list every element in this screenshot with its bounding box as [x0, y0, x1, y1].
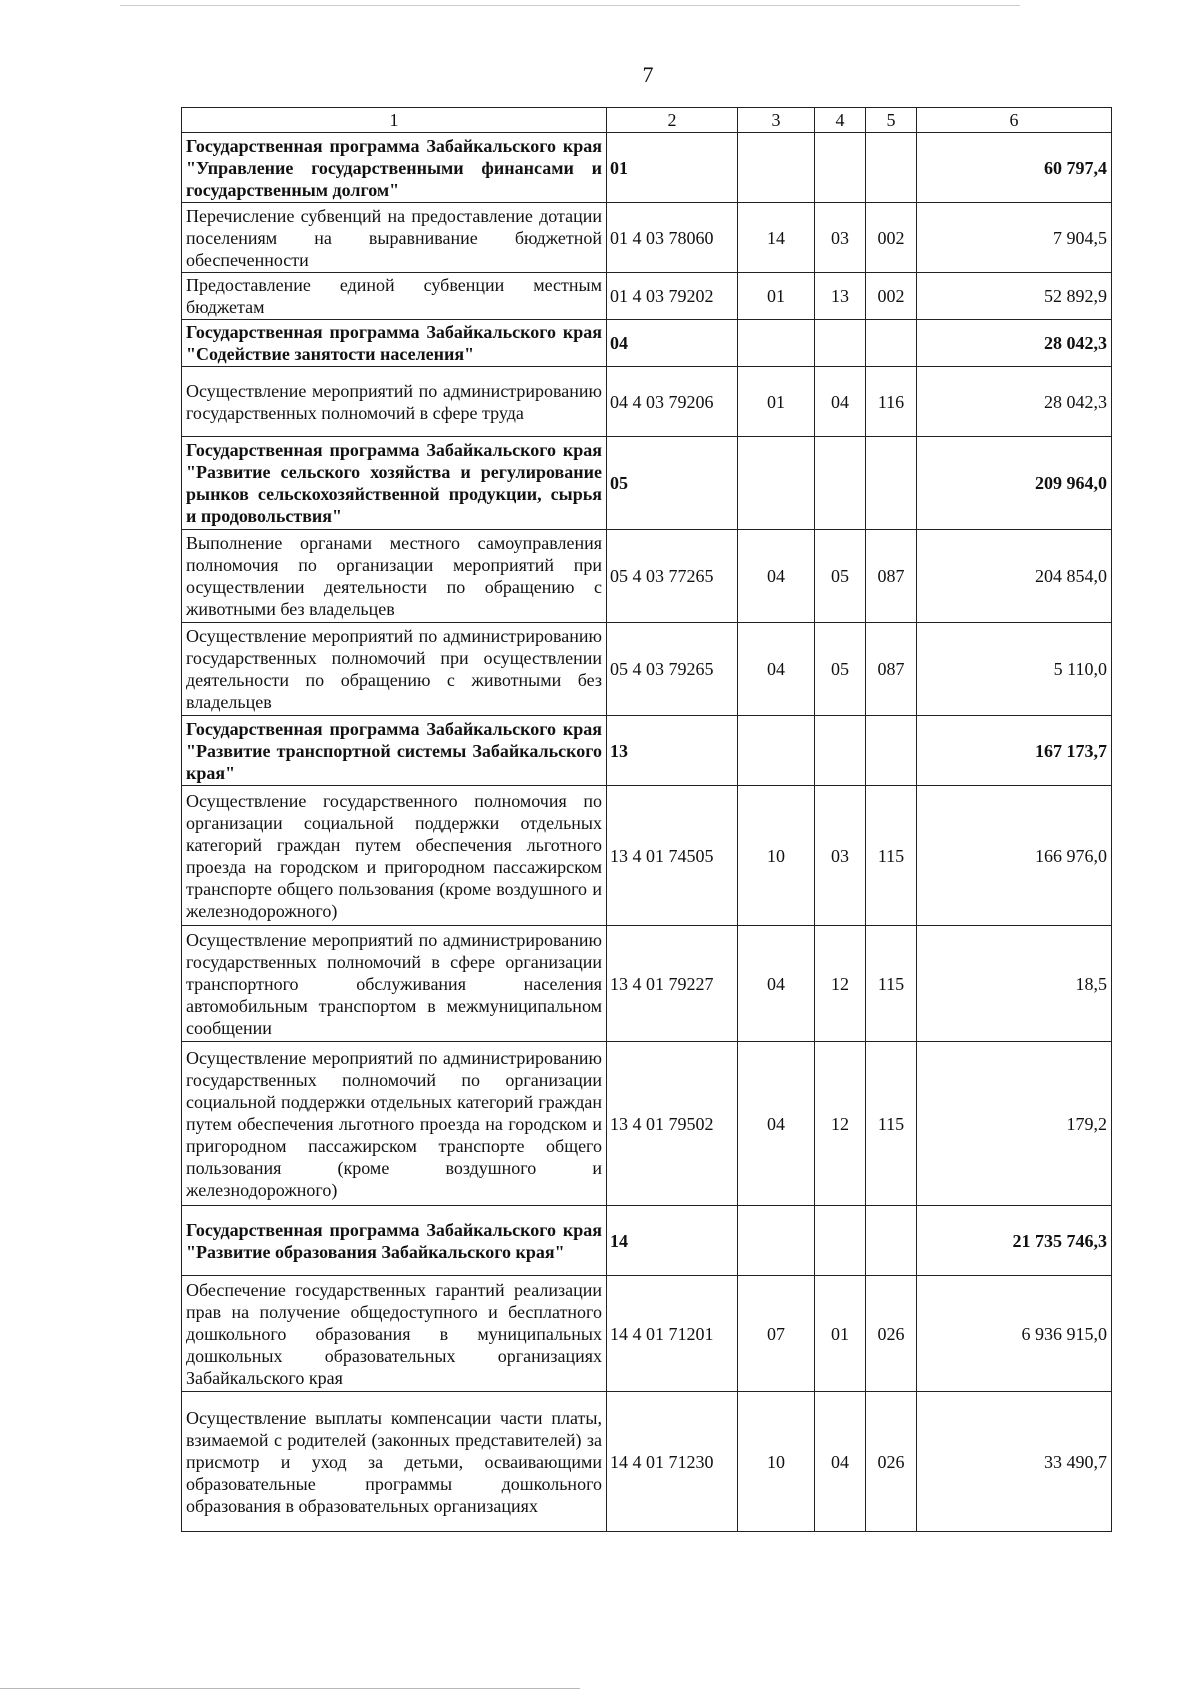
row-code: 04 [607, 320, 738, 367]
row-col-4: 13 [815, 273, 866, 320]
row-col-5: 115 [866, 926, 917, 1042]
program-row [182, 133, 1112, 203]
row-code: 05 [607, 437, 738, 530]
row-description: Предоставление единой субвенции местным бюджетам [182, 273, 607, 320]
table-row [182, 786, 1112, 926]
row-col-4: 01 [815, 1276, 866, 1392]
row-col-4 [815, 1206, 866, 1276]
row-description: Осуществление выплаты компенсации части платы, взимаемой с родителей (законных представителей) за присмотр и уход за детьми, осваивающими образовательные программы дошкольного образования в образовательных организациях [182, 1392, 607, 1532]
row-col-4: 05 [815, 623, 866, 716]
row-col-3: 04 [738, 530, 815, 623]
row-col-3: 07 [738, 1276, 815, 1392]
table-row [182, 926, 1112, 1042]
row-code: 01 4 03 78060 [607, 203, 738, 273]
program-row [182, 1206, 1112, 1276]
table-row [182, 1276, 1112, 1392]
row-col-5: 115 [866, 786, 917, 926]
row-col-4: 12 [815, 926, 866, 1042]
row-description: Осуществление мероприятий по администрированию государственных полномочий при осуществлении деятельности по обращению с животными без владельцев [182, 623, 607, 716]
row-col-5 [866, 133, 917, 203]
row-col-3 [738, 716, 815, 786]
row-code: 01 4 03 79202 [607, 273, 738, 320]
row-code: 01 [607, 133, 738, 203]
row-code: 13 4 01 79502 [607, 1042, 738, 1206]
row-col-4 [815, 716, 866, 786]
row-col-4 [815, 437, 866, 530]
row-amount: 167 173,7 [917, 716, 1112, 786]
row-amount: 209 964,0 [917, 437, 1112, 530]
row-amount: 7 904,5 [917, 203, 1112, 273]
row-code: 14 4 01 71230 [607, 1392, 738, 1532]
row-description: Государственная программа Забайкальского края "Развитие образования Забайкальского края" [182, 1206, 607, 1276]
row-amount: 21 735 746,3 [917, 1206, 1112, 1276]
row-col-5: 002 [866, 203, 917, 273]
table-row [182, 1392, 1112, 1532]
row-code: 13 4 01 79227 [607, 926, 738, 1042]
row-amount: 60 797,4 [917, 133, 1112, 203]
row-code: 14 [607, 1206, 738, 1276]
row-description: Государственная программа Забайкальского края "Развитие транспортной системы Забайкальского края" [182, 716, 607, 786]
budget-table [181, 107, 1112, 1532]
table-header-row [182, 108, 1112, 133]
row-col-5 [866, 1206, 917, 1276]
row-description: Государственная программа Забайкальского края "Развитие сельского хозяйства и регулирование рынков сельскохозяйственной продукции, сырья и продовольствия" [182, 437, 607, 530]
row-col-3: 10 [738, 786, 815, 926]
row-amount: 5 110,0 [917, 623, 1112, 716]
row-amount: 33 490,7 [917, 1392, 1112, 1532]
header-col-2: 2 [607, 108, 738, 133]
row-col-3: 04 [738, 926, 815, 1042]
row-description: Осуществление мероприятий по администрированию государственных полномочий по организации социальной поддержки отдельных категорий граждан путем обеспечения льготного проезда на городском и пригородном пассажирском транспорте общего пользования (кроме воздушного и железнодорожного) [182, 1042, 607, 1206]
row-description: Выполнение органами местного самоуправления полномочия по организации мероприятий при осуществлении деятельности по обращению с животными без владельцев [182, 530, 607, 623]
table-row [182, 623, 1112, 716]
row-col-4: 12 [815, 1042, 866, 1206]
row-col-4: 03 [815, 786, 866, 926]
row-amount: 18,5 [917, 926, 1112, 1042]
program-row [182, 716, 1112, 786]
row-col-3: 04 [738, 1042, 815, 1206]
row-description: Обеспечение государственных гарантий реализации прав на получение общедоступного и бесплатного дошкольного образования в муниципальных дошкольных образовательных организациях Забайкальского края [182, 1276, 607, 1392]
row-code: 05 4 03 77265 [607, 530, 738, 623]
table-row [182, 203, 1112, 273]
row-col-5: 087 [866, 623, 917, 716]
header-col-5: 5 [866, 108, 917, 133]
row-col-3: 01 [738, 367, 815, 437]
row-col-3 [738, 133, 815, 203]
row-col-5 [866, 437, 917, 530]
row-col-4: 04 [815, 367, 866, 437]
row-description: Осуществление государственного полномочия по организации социальной поддержки отдельных категорий граждан путем обеспечения льготного проезда на городском и пригородном пассажирском транспорте общего пользования (кроме воздушного и железнодорожного) [182, 786, 607, 926]
row-code: 04 4 03 79206 [607, 367, 738, 437]
program-row [182, 437, 1112, 530]
row-col-3 [738, 437, 815, 530]
row-col-4 [815, 133, 866, 203]
row-amount: 52 892,9 [917, 273, 1112, 320]
row-col-5: 087 [866, 530, 917, 623]
row-col-5 [866, 716, 917, 786]
scan-artifact-bottom [0, 1688, 580, 1689]
row-col-5: 026 [866, 1276, 917, 1392]
row-code: 13 [607, 716, 738, 786]
row-description: Перечисление субвенций на предоставление дотации поселениям на выравнивание бюджетной обеспеченности [182, 203, 607, 273]
row-col-3: 04 [738, 623, 815, 716]
header-col-1: 1 [182, 108, 607, 133]
row-amount: 204 854,0 [917, 530, 1112, 623]
header-col-6: 6 [917, 108, 1112, 133]
row-description: Осуществление мероприятий по администрированию государственных полномочий в сфере организации транспортного обслуживания населения автомобильным транспортом в межмуниципальном сообщении [182, 926, 607, 1042]
row-col-4: 03 [815, 203, 866, 273]
table-body [182, 133, 1112, 1532]
row-col-5: 115 [866, 1042, 917, 1206]
table-row [182, 273, 1112, 320]
row-col-4: 04 [815, 1392, 866, 1532]
scan-artifact-top [120, 5, 1020, 6]
row-col-3: 01 [738, 273, 815, 320]
row-code: 13 4 01 74505 [607, 786, 738, 926]
row-col-5: 002 [866, 273, 917, 320]
row-amount: 6 936 915,0 [917, 1276, 1112, 1392]
row-amount: 28 042,3 [917, 320, 1112, 367]
page-number: 7 [642, 62, 654, 87]
row-description: Государственная программа Забайкальского края "Содействие занятости населения" [182, 320, 607, 367]
row-description: Государственная программа Забайкальского края "Управление государственными финансами и государственным долгом" [182, 133, 607, 203]
row-amount: 28 042,3 [917, 367, 1112, 437]
row-col-3 [738, 320, 815, 367]
row-description: Осуществление мероприятий по администрированию государственных полномочий в сфере труда [182, 367, 607, 437]
header-col-3: 3 [738, 108, 815, 133]
row-col-3 [738, 1206, 815, 1276]
row-code: 05 4 03 79265 [607, 623, 738, 716]
table-row [182, 530, 1112, 623]
row-col-4: 05 [815, 530, 866, 623]
header-col-4: 4 [815, 108, 866, 133]
table-row [182, 1042, 1112, 1206]
program-row [182, 320, 1112, 367]
row-amount: 179,2 [917, 1042, 1112, 1206]
row-col-5: 116 [866, 367, 917, 437]
row-col-4 [815, 320, 866, 367]
row-col-3: 10 [738, 1392, 815, 1532]
row-col-5 [866, 320, 917, 367]
row-col-5: 026 [866, 1392, 917, 1532]
table-row [182, 367, 1112, 437]
row-amount: 166 976,0 [917, 786, 1112, 926]
row-col-3: 14 [738, 203, 815, 273]
row-code: 14 4 01 71201 [607, 1276, 738, 1392]
